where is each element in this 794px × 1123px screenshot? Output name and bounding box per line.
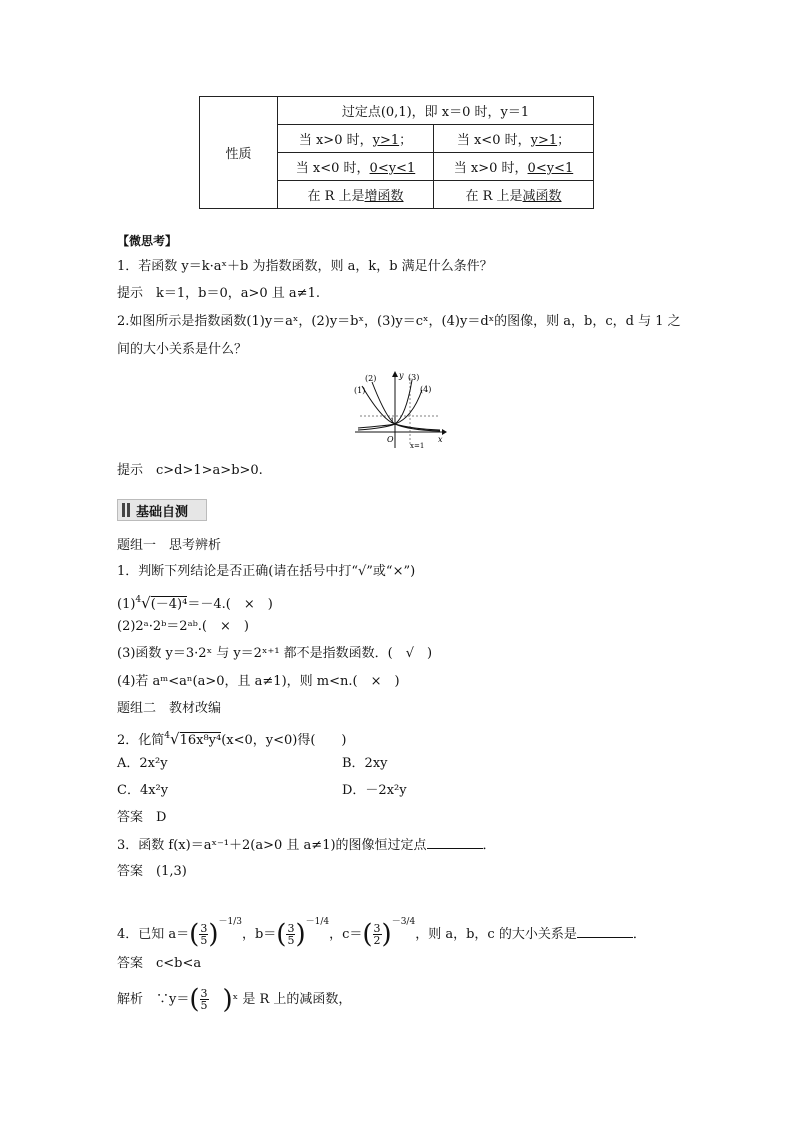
- group-2-title: 题组二 教材改编: [117, 701, 222, 716]
- cell-decreasing-negative: 当 x<0 时，y>1；: [434, 125, 594, 153]
- group-1-title: 题组一 思考辨析: [117, 538, 222, 553]
- think-question-2: 2.如图所示是指数函数(1)y＝aˣ，(2)y＝bˣ，(3)y＝cˣ，(4)y＝dˣ的图像，则 a，b，c，d 与 1 之: [117, 314, 681, 329]
- exponent-c: －3/4: [391, 917, 416, 927]
- question-4: 4．已知 a＝( $\frac{3}{5}$ )$^{-1/3}$，b＝( $\frac{3}{5}$ )$^{-1/4}$，c＝( $\frac{3}{2}$ )$^{-3/4}$，则 a，b，c 的大小关系是 ．: [117, 917, 646, 950]
- section-header: [117, 499, 207, 521]
- think-answer-2: 提示 c>d>1>a>b>0.: [117, 463, 263, 478]
- one-label: 1: [390, 417, 395, 425]
- answer-3: 答案 (1,3): [117, 864, 187, 879]
- cell-increasing-positive: 当 x>0 时，y>1；: [278, 125, 434, 153]
- cell-increasing: 在 R 上是增函数: [278, 181, 434, 209]
- curve-label-3: (3): [408, 373, 420, 382]
- properties-table: [199, 96, 594, 209]
- answer-blank: [577, 925, 633, 938]
- x-axis-label: x: [438, 435, 443, 444]
- exponential-graph: [350, 368, 450, 452]
- think-title: 【微思考】: [117, 234, 178, 248]
- section-header-bar: [127, 503, 130, 517]
- cell-decreasing: 在 R 上是减函数: [434, 181, 594, 209]
- section-title: 基础自测: [136, 505, 189, 520]
- group-1-question: 1．判断下列结论是否正确(请在括号中打“√”或“×”): [117, 564, 416, 579]
- option-d: D．－2x²y: [342, 783, 407, 798]
- curve-3: [358, 380, 412, 430]
- curve-label-4: (4): [420, 385, 432, 394]
- properties-label: 性质: [200, 97, 278, 209]
- curve-label-1: (1): [354, 386, 366, 395]
- radical-content: 16x⁸y⁴: [179, 733, 222, 748]
- x-equals-1-label: x=1: [410, 442, 425, 450]
- curve-label-2: (2): [365, 374, 377, 383]
- question-3: 3．函数 f(x)＝aˣ⁻¹＋2(a>0 且 a≠1)的图像恒过定点 ．: [117, 838, 496, 853]
- option-a: A．2x²y: [117, 756, 168, 771]
- fixed-point-row: 过定点(0,1)，即 x＝0 时，y＝1: [278, 97, 594, 125]
- y-axis-arrow: [392, 371, 398, 377]
- item-3: (3)函数 y＝3·2ˣ 与 y＝2ˣ⁺¹ 都不是指数函数．( √ ): [117, 646, 433, 661]
- origin-label: O: [387, 435, 394, 444]
- think-question-2-cont: 间的大小关系是什么？: [117, 342, 248, 357]
- question-2: 2．化简$^4$√16x⁸y⁴(x<0，y<0)得( ): [117, 730, 347, 748]
- think-answer-1: 提示 k＝1，b＝0，a>0 且 a≠1.: [117, 286, 320, 301]
- item-2: (2)2ᵃ·2ᵇ＝2ᵃᵇ.( × ): [117, 619, 249, 634]
- option-b: B．2xy: [342, 756, 388, 771]
- cell-increasing-negative: 当 x<0 时，0<y<1: [278, 153, 434, 181]
- item-1: $(1)^4√(-4)^4=-4$.( × ): [117, 594, 273, 612]
- answer-blank: [427, 836, 483, 849]
- exponent-a: －1/3: [218, 917, 242, 927]
- think-question-1: 1．若函数 y＝k·aˣ＋b 为指数函数，则 a，k，b 满足什么条件？: [117, 259, 493, 274]
- solution-4: 解析 ∵y＝( $\frac{3}{5}$ )ˣ 是 R 上的减函数，: [117, 984, 352, 1015]
- item-4: (4)若 aᵐ<aⁿ(a>0，且 a≠1)，则 m<n.( × ): [117, 674, 400, 689]
- y-axis-label: y: [399, 371, 404, 380]
- x-axis-arrow: [442, 429, 447, 435]
- exponent-b: －1/4: [305, 917, 330, 927]
- answer-4: 答案 c<b<a: [117, 956, 202, 971]
- option-c: C．4x²y: [117, 783, 169, 798]
- section-header-bar: [122, 503, 125, 517]
- answer-2: 答案 D: [117, 810, 167, 825]
- radical-content: (－4)⁴: [150, 597, 188, 612]
- cell-decreasing-positive: 当 x>0 时，0<y<1: [434, 153, 594, 181]
